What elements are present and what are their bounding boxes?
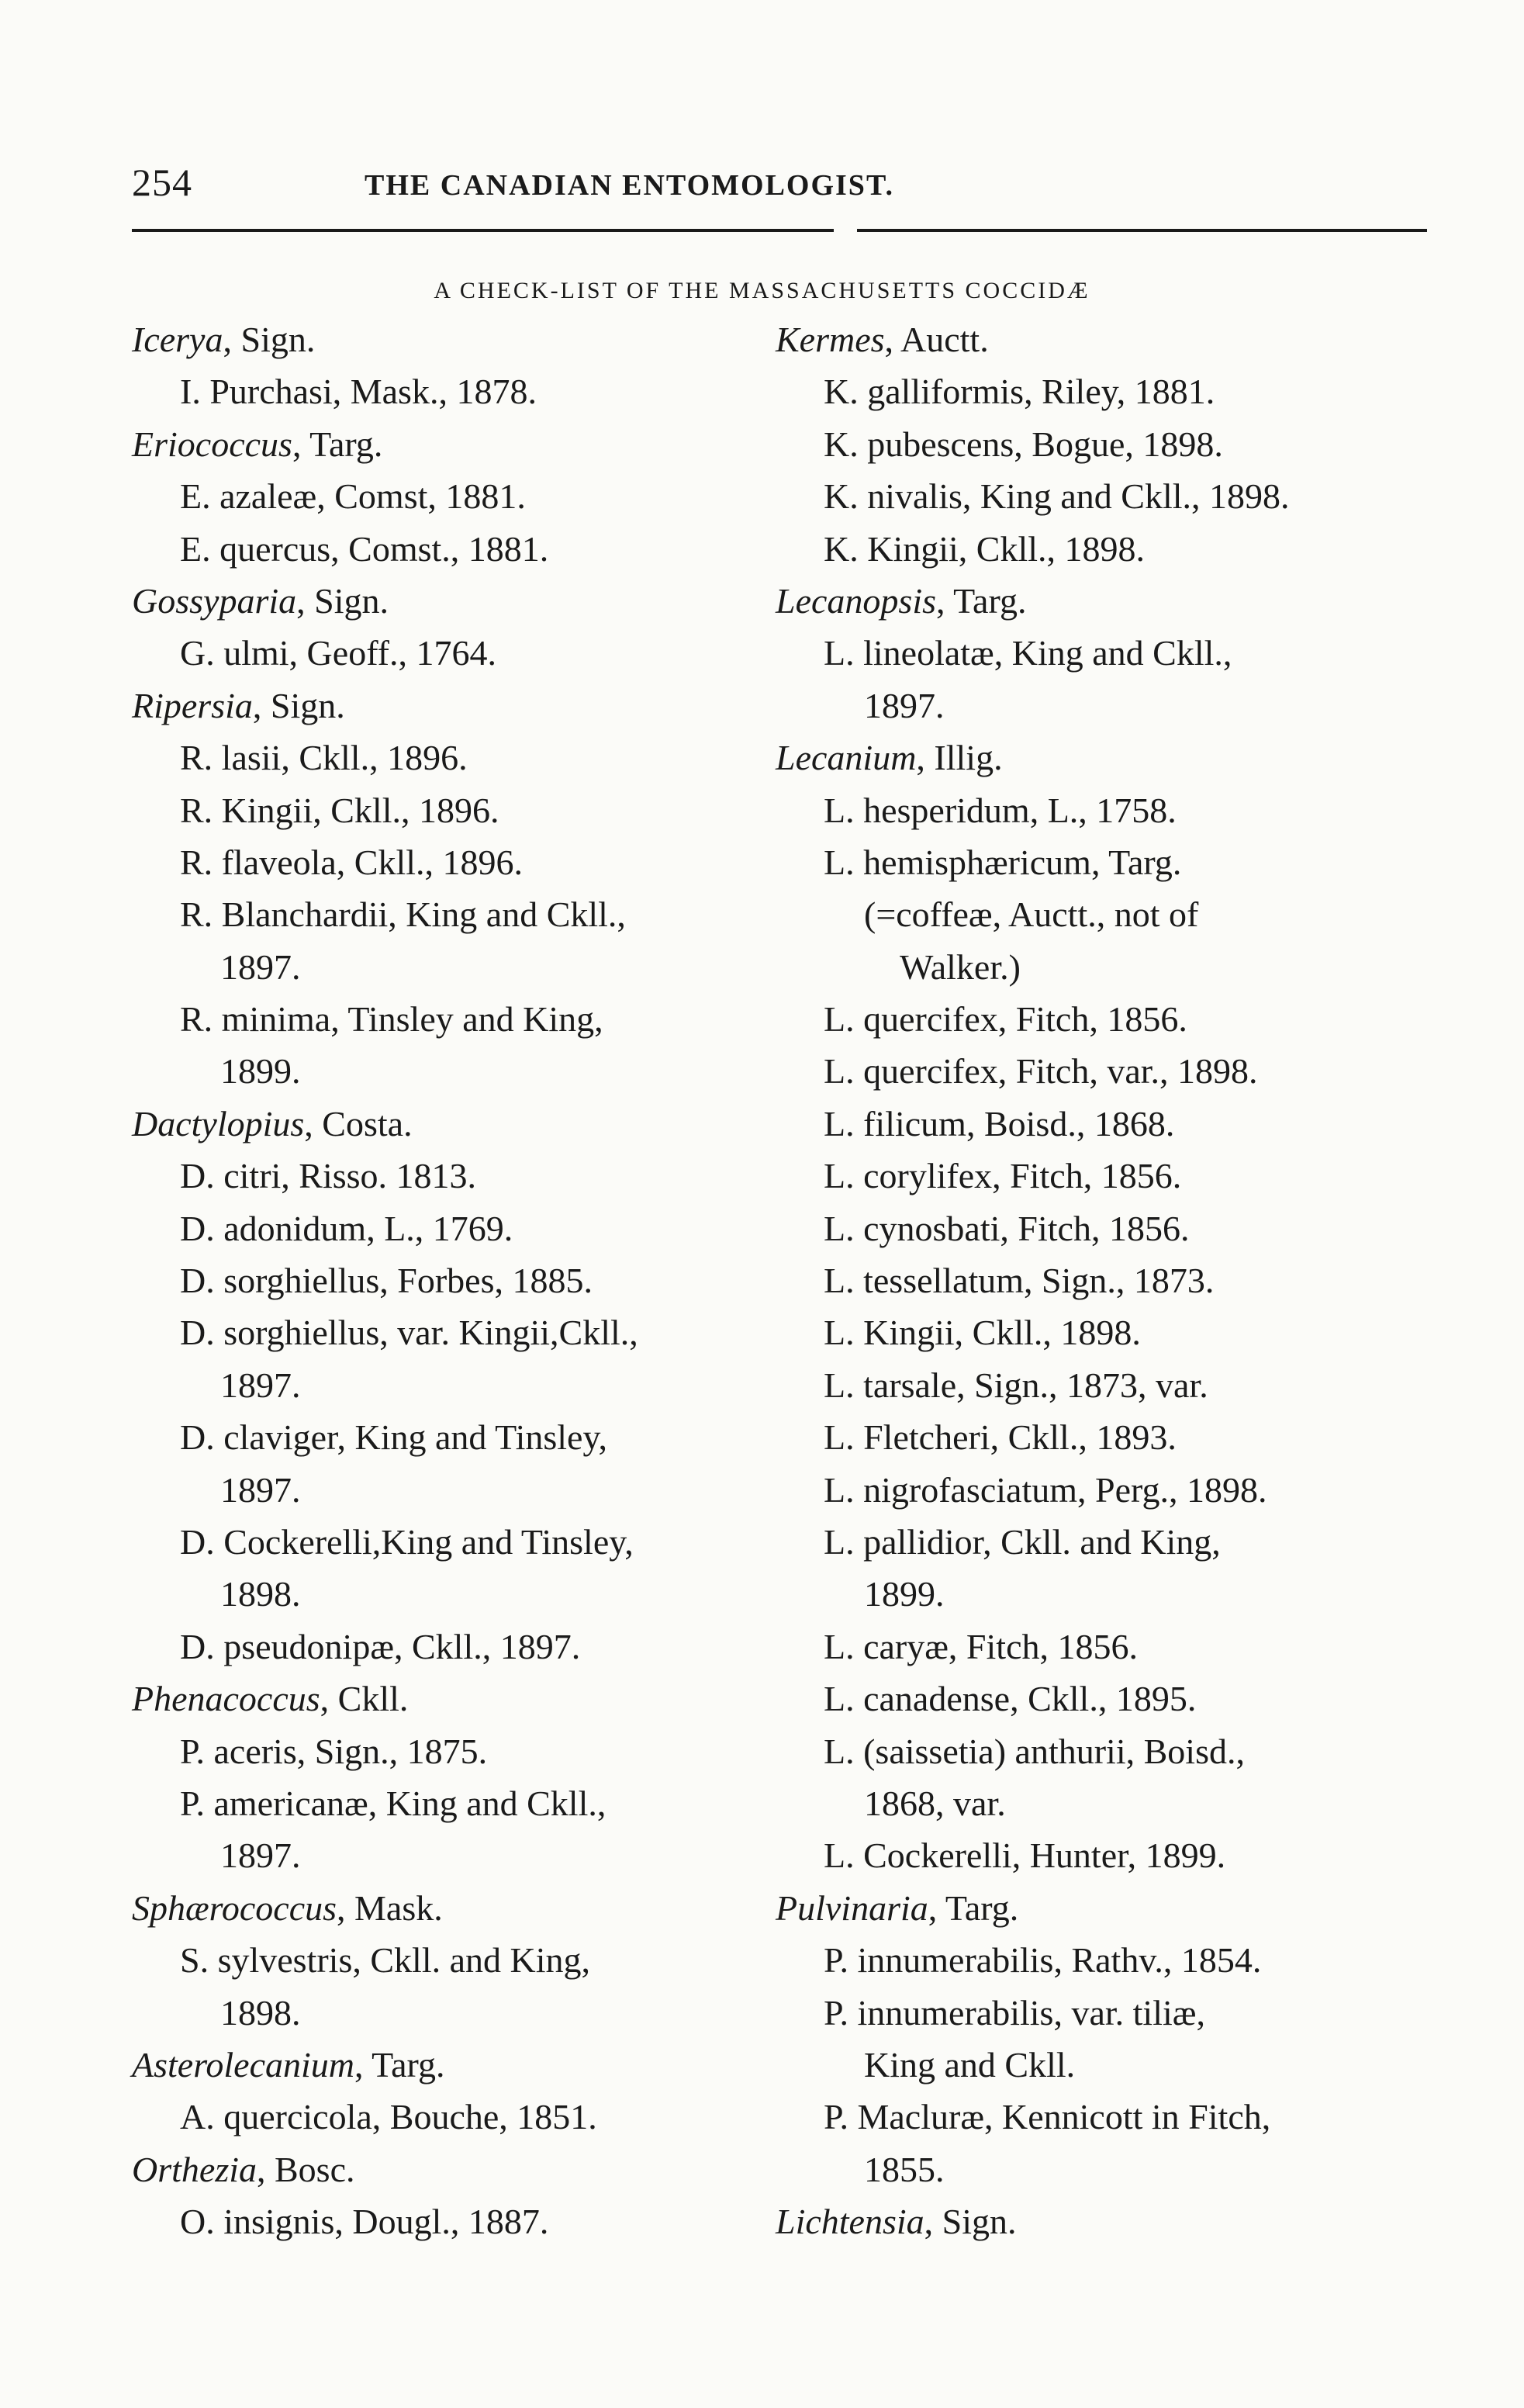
species-entry: K. pubescens, Bogue, 1898. <box>824 424 1223 464</box>
running-title: THE CANADIAN ENTOMOLOGIST. <box>365 169 894 202</box>
genus-heading <box>132 1882 752 1934</box>
genus-name: Orthezia <box>132 2149 257 2189</box>
list-title: A CHECK-LIST OF THE MASSACHUSETTS COCCIDÆ <box>434 278 1090 303</box>
species-entry: L. tarsale, Sign., 1873, var. <box>824 1365 1208 1405</box>
genus-author: , Targ. <box>928 1887 1019 1928</box>
page-header <box>132 155 1419 209</box>
genus-name: Phenacoccus <box>132 1679 320 1719</box>
entry-continuation: 1898. <box>220 1574 301 1614</box>
genus-name: Ripersia <box>132 685 253 725</box>
species-entry: D. sorghiellus, var. Kingii,Ckll., <box>180 1313 638 1353</box>
genus-heading <box>132 418 752 470</box>
species-entry: O. insignis, Dougl., 1887. <box>180 2202 549 2242</box>
genus-name: Gossyparia <box>132 580 297 621</box>
genus-name: Pulvinaria <box>776 1887 928 1928</box>
genus-author: , Illig. <box>916 738 1003 778</box>
species-entry: K. Kingii, Ckll., 1898. <box>824 528 1146 569</box>
entry-continuation: 1897. <box>220 1835 301 1876</box>
entry-continuation: (=coffeæ, Auctt., not of <box>864 894 1199 935</box>
species-entry: R. Blanchardii, King and Ckll., <box>180 894 626 935</box>
genus-author: , Ckll. <box>320 1679 409 1719</box>
entry-continuation: 1897. <box>220 946 301 987</box>
species-entry: P. Macluræ, Kennicott in Fitch, <box>824 2097 1271 2137</box>
species-entry: D. claviger, King and Tinsley, <box>180 1417 607 1458</box>
genus-heading <box>132 1673 752 1725</box>
species-entry: S. sylvestris, Ckll. and King, <box>180 1940 591 1981</box>
page-number: 254 <box>132 161 192 204</box>
species-entry: L. pallidior, Ckll. and King, <box>824 1521 1221 1562</box>
entry-continuation: Walker.) <box>900 946 1021 987</box>
genus-author: , Bosc. <box>257 2149 355 2189</box>
species-entry: D. Cockerelli,King and Tinsley, <box>180 1521 634 1562</box>
species-entry: L. canadense, Ckll., 1895. <box>824 1679 1197 1719</box>
species-entry: R. minima, Tinsley and King, <box>180 999 603 1040</box>
genus-author: , Mask. <box>337 1887 443 1928</box>
species-entry: L. caryæ, Fitch, 1856. <box>824 1626 1138 1666</box>
entry-continuation: King and Ckll. <box>864 2044 1076 2085</box>
entry-continuation: 1897. <box>220 1469 301 1510</box>
entry-continuation: 1868, var. <box>864 1783 1006 1823</box>
species-entry: L. cynosbati, Fitch, 1856. <box>824 1208 1190 1248</box>
species-entry: L. quercifex, Fitch, 1856. <box>824 999 1187 1040</box>
right-column <box>776 313 1419 2247</box>
genus-heading <box>776 732 1419 784</box>
genus-author: , Sign. <box>296 580 389 621</box>
species-entry: D. sorghiellus, Forbes, 1885. <box>180 1261 593 1301</box>
genus-heading <box>132 1098 752 1150</box>
species-entry: D. adonidum, L., 1769. <box>180 1208 513 1248</box>
genus-heading <box>132 575 752 627</box>
genus-name: Dactylopius <box>132 1103 305 1143</box>
entry-continuation: 1897. <box>220 1365 301 1405</box>
genus-author: , Targ. <box>292 424 383 464</box>
species-entry: L. (saissetia) anthurii, Boisd., <box>824 1731 1245 1771</box>
species-entry: K. galliformis, Riley, 1881. <box>824 372 1215 412</box>
genus-author: , Sign. <box>223 320 316 359</box>
species-entry: I. Purchasi, Mask., 1878. <box>180 372 537 412</box>
genus-name: Eriococcus <box>132 424 292 464</box>
species-entry: L. Fletcheri, Ckll., 1893. <box>824 1417 1177 1458</box>
entry-continuation: 1899. <box>864 1574 945 1614</box>
species-entry: G. ulmi, Geoff., 1764. <box>180 633 497 673</box>
species-entry: L. corylifex, Fitch, 1856. <box>824 1156 1182 1196</box>
genus-heading <box>132 2143 752 2195</box>
species-entry: L. Kingii, Ckll., 1898. <box>824 1313 1141 1353</box>
entry-continuation: 1899. <box>220 1051 301 1092</box>
species-entry: R. Kingii, Ckll., 1896. <box>180 790 499 830</box>
species-entry: R. lasii, Ckll., 1896. <box>180 738 468 778</box>
species-entry: L. tessellatum, Sign., 1873. <box>824 1261 1215 1301</box>
species-entry: R. flaveola, Ckll., 1896. <box>180 842 524 882</box>
genus-author: , Auctt. <box>884 320 989 359</box>
entry-continuation: 1855. <box>864 2149 945 2189</box>
species-entry: P. americanæ, King and Ckll., <box>180 1783 606 1823</box>
genus-heading <box>132 313 752 365</box>
genus-name: Sphærococcus <box>132 1887 337 1928</box>
entry-continuation: 1897. <box>864 685 945 725</box>
species-entry: L. nigrofasciatum, Perg., 1898. <box>824 1469 1267 1510</box>
genus-name: Lecanium <box>776 738 917 778</box>
genus-heading <box>776 313 1419 365</box>
species-entry: P. innumerabilis, Rathv., 1854. <box>824 1940 1262 1981</box>
species-entry: E. quercus, Comst., 1881. <box>180 528 549 569</box>
species-entry: L. quercifex, Fitch, var., 1898. <box>824 1051 1258 1092</box>
species-entry: L. hemisphæricum, Targ. <box>824 842 1182 882</box>
species-entry: D. citri, Risso. 1813. <box>180 1156 477 1196</box>
genus-author: , Targ. <box>936 580 1027 621</box>
species-entry: K. nivalis, King and Ckll., 1898. <box>824 476 1290 517</box>
species-entry: L. Cockerelli, Hunter, 1899. <box>824 1835 1226 1876</box>
genus-heading <box>132 2039 752 2091</box>
header-rule <box>132 229 1427 235</box>
genus-author: , Sign. <box>252 685 345 725</box>
genus-name: Lecanopsis <box>776 580 936 621</box>
species-entry: A. quercicola, Bouche, 1851. <box>180 2097 597 2137</box>
species-entry: P. aceris, Sign., 1875. <box>180 1731 488 1771</box>
header-rule-right <box>857 229 1427 232</box>
genus-name: Icerya <box>132 320 223 359</box>
genus-heading <box>776 2195 1419 2247</box>
genus-author: , Costa. <box>304 1103 413 1143</box>
genus-name: Kermes <box>776 320 885 359</box>
entry-continuation: 1898. <box>220 1992 301 2033</box>
species-entry: L. lineolatæ, King and Ckll., <box>824 633 1232 673</box>
genus-heading <box>776 575 1419 627</box>
header-rule-left <box>132 229 834 232</box>
species-entry: L. filicum, Boisd., 1868. <box>824 1103 1175 1143</box>
genus-heading <box>776 1882 1419 1934</box>
genus-author: , Targ. <box>354 2044 445 2085</box>
genus-author: , Sign. <box>924 2202 1017 2242</box>
species-entry: D. pseudonipæ, Ckll., 1897. <box>180 1626 581 1666</box>
species-entry: P. innumerabilis, var. tiliæ, <box>824 1992 1205 2033</box>
genus-name: Lichtensia <box>776 2202 924 2242</box>
species-entry: L. hesperidum, L., 1758. <box>824 790 1177 830</box>
genus-heading <box>132 680 752 732</box>
genus-name: Asterolecanium <box>132 2044 355 2085</box>
left-column <box>132 313 752 2247</box>
species-entry: E. azaleæ, Comst, 1881. <box>180 476 526 517</box>
